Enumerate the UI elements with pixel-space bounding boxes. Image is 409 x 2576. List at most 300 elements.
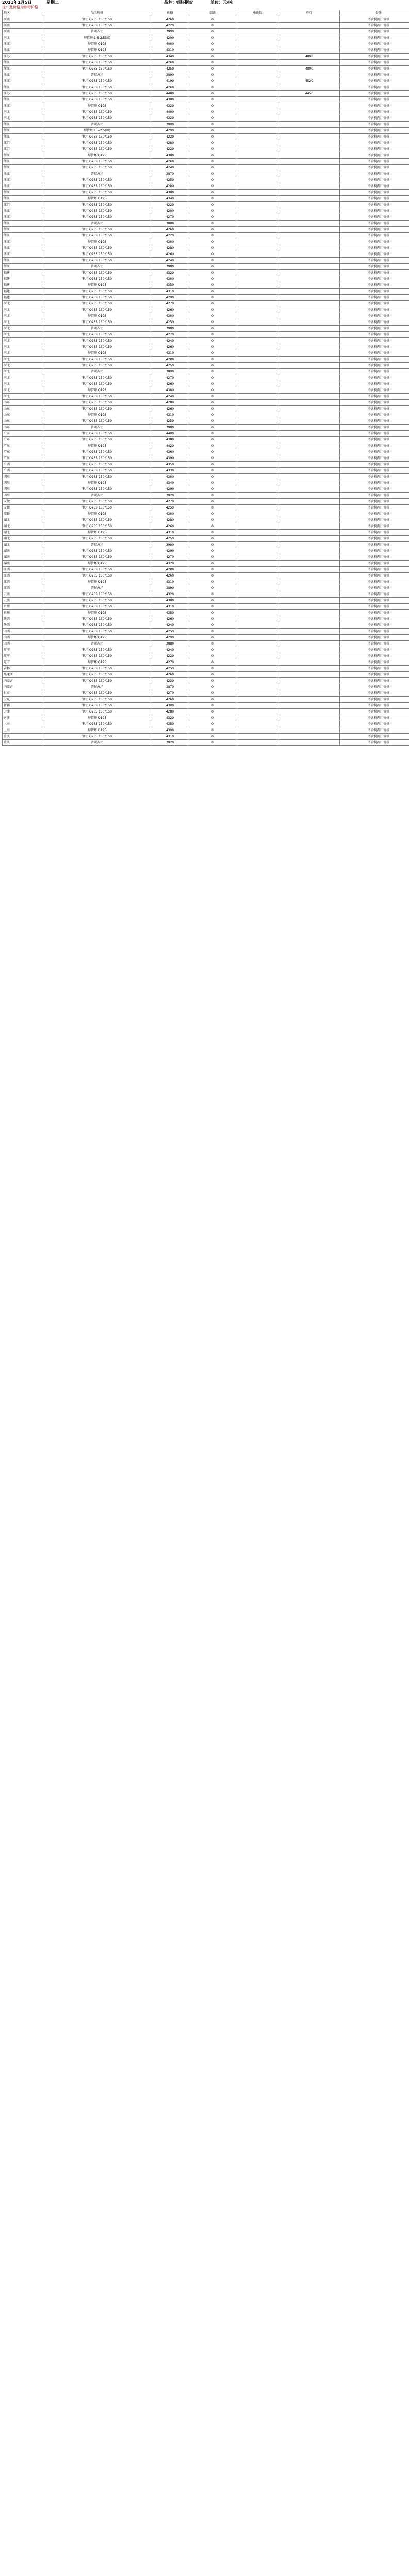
table-row (3, 326, 409, 332)
table-cell: 不含税两厂价格 (340, 505, 409, 511)
table-row (3, 585, 409, 591)
table-cell: 湖南 (3, 561, 43, 567)
table-cell: 不含税两厂价格 (340, 103, 409, 109)
table-row (3, 387, 409, 394)
column-header: 地区 (3, 10, 43, 16)
table-cell: 4330 (151, 468, 189, 474)
table-cell: 浙江 (3, 196, 43, 202)
table-cell: 4350 (151, 721, 189, 727)
table-cell: 4310 (151, 47, 189, 54)
table-cell: 不含税两厂价格 (340, 122, 409, 128)
table-cell: 不含税两厂价格 (340, 35, 409, 41)
table-cell: 0 (189, 152, 236, 159)
table-cell: 0 (189, 122, 236, 128)
table-cell (279, 437, 340, 443)
table-cell: 4280 (151, 245, 189, 251)
table-cell: 4300 (151, 152, 189, 159)
table-cell: 浙江 (3, 190, 43, 196)
table-cell: 4260 (151, 406, 189, 412)
table-cell (236, 227, 279, 233)
table-cell (236, 190, 279, 196)
table-cell (236, 727, 279, 734)
table-cell: 钢坯 Q235 150*150 (43, 486, 151, 493)
table-cell: 广东 (3, 455, 43, 462)
table-cell: 钢坯 Q235 150*150 (43, 134, 151, 140)
table-cell (279, 474, 340, 480)
table-cell: 0 (189, 72, 236, 78)
table-row (3, 344, 409, 350)
table-cell: 0 (189, 697, 236, 703)
table-cell: 不含税两厂价格 (340, 530, 409, 536)
table-cell: 钢坯 Q235 150*150 (43, 697, 151, 703)
table-cell (279, 350, 340, 357)
table-row (3, 103, 409, 109)
table-cell: 钢坯 Q235 150*150 (43, 672, 151, 678)
table-cell (279, 548, 340, 554)
table-cell: 福建 (3, 276, 43, 282)
table-row (3, 134, 409, 140)
table-cell (279, 84, 340, 91)
table-cell: 钢坯 Q235 150*150 (43, 598, 151, 604)
table-cell: 河北 (3, 319, 43, 326)
table-cell: 钢坯 Q235 150*150 (43, 16, 151, 23)
table-cell: 0 (189, 60, 236, 66)
table-cell (236, 455, 279, 462)
table-cell: 不含税两厂价格 (340, 276, 409, 282)
table-cell: 4280 (151, 357, 189, 363)
table-cell: 不含税两厂价格 (340, 115, 409, 122)
table-cell: 江西 (3, 573, 43, 579)
table-cell: 0 (189, 678, 236, 684)
table-cell: 4300 (151, 474, 189, 480)
table-row (3, 394, 409, 400)
table-cell (236, 357, 279, 363)
table-cell: 不含税两厂价格 (340, 542, 409, 548)
table-cell: 不含税两厂价格 (340, 47, 409, 54)
table-cell: 广西 (3, 462, 43, 468)
table-cell: 焊管坯 Q195 (43, 282, 151, 289)
table-cell: 不含税两厂价格 (340, 332, 409, 338)
table-cell: 钢坯 Q235 150*150 (43, 468, 151, 474)
table-cell: 不含税两厂价格 (340, 468, 409, 474)
table-cell: 4320 (151, 591, 189, 598)
table-cell: 不含税两厂价格 (340, 598, 409, 604)
table-cell: 广东 (3, 431, 43, 437)
table-cell (236, 301, 279, 307)
table-cell: 0 (189, 29, 236, 35)
table-cell (236, 332, 279, 338)
table-cell: 黑龙江 (3, 672, 43, 678)
table-cell: 浙江 (3, 134, 43, 140)
table-cell: 0 (189, 734, 236, 740)
table-cell (279, 282, 340, 289)
table-row (3, 109, 409, 115)
table-cell: 钢坯 Q235 150*150 (43, 109, 151, 115)
table-cell: 0 (189, 418, 236, 425)
table-row (3, 171, 409, 177)
table-cell: 钢坯 Q235 150*150 (43, 734, 151, 740)
table-cell (236, 109, 279, 115)
table-cell: 湖南 (3, 548, 43, 554)
table-cell: 广东 (3, 449, 43, 455)
table-cell: 浙江 (3, 245, 43, 251)
table-cell (236, 214, 279, 221)
table-cell: 0 (189, 190, 236, 196)
table-cell: 0 (189, 159, 236, 165)
table-cell: 湖南 (3, 554, 43, 561)
table-cell: 钢坯 Q235 150*150 (43, 276, 151, 282)
table-cell: 0 (189, 35, 236, 41)
table-cell (279, 641, 340, 647)
column-header: 品名规格 (43, 10, 151, 16)
table-cell (279, 332, 340, 338)
table-cell (236, 703, 279, 709)
table-cell: 不含税两厂价格 (340, 647, 409, 653)
table-row (3, 721, 409, 727)
table-cell: 4220 (151, 134, 189, 140)
table-cell: 不含税两厂价格 (340, 78, 409, 84)
table-cell: 0 (189, 727, 236, 734)
table-cell (279, 542, 340, 548)
table-row (3, 165, 409, 171)
sheet-header (0, 0, 409, 5)
table-cell: 4320 (151, 115, 189, 122)
table-cell: 钢坯 Q235 150*150 (43, 233, 151, 239)
table-row (3, 251, 409, 258)
table-cell: 3990 (151, 29, 189, 35)
table-cell: 不含税两厂价格 (340, 425, 409, 431)
table-cell (279, 585, 340, 591)
table-cell (279, 672, 340, 678)
table-cell: 4340 (151, 480, 189, 486)
table-cell: 钢坯 Q235 150*150 (43, 23, 151, 29)
table-cell: 钢坯 Q235 150*150 (43, 344, 151, 350)
table-cell: 钢坯 Q235 150*150 (43, 418, 151, 425)
table-cell: 4250 (151, 66, 189, 72)
table-cell: 0 (189, 97, 236, 103)
table-cell: 不含税两厂价格 (340, 23, 409, 29)
table-cell: 0 (189, 338, 236, 344)
table-cell: 不含税两厂价格 (340, 437, 409, 443)
table-cell: 焊管坯 Q195 (43, 103, 151, 109)
table-cell: 不含税两厂价格 (340, 227, 409, 233)
price-table (2, 10, 409, 746)
table-cell (279, 35, 340, 41)
table-row (3, 468, 409, 474)
table-cell (236, 678, 279, 684)
table-cell: 钢坯 Q235 150*150 (43, 437, 151, 443)
table-cell: 0 (189, 344, 236, 350)
table-cell (279, 140, 340, 146)
table-row (3, 332, 409, 338)
table-cell: 0 (189, 517, 236, 523)
table-cell: 0 (189, 666, 236, 672)
table-cell: 0 (189, 196, 236, 202)
table-cell: 0 (189, 721, 236, 727)
table-cell: 钢坯 Q235 150*150 (43, 66, 151, 72)
table-row (3, 697, 409, 703)
table-cell: 山东 (3, 418, 43, 425)
table-row (3, 350, 409, 357)
table-cell: 0 (189, 251, 236, 258)
table-cell: 4240 (151, 338, 189, 344)
table-cell: 不含税两厂价格 (340, 140, 409, 146)
table-cell: 不含税两厂价格 (340, 690, 409, 697)
table-cell (236, 653, 279, 659)
table-cell (236, 196, 279, 202)
table-cell: 4260 (151, 227, 189, 233)
table-cell: 不含税两厂价格 (340, 493, 409, 499)
table-cell: 不含税两厂价格 (340, 703, 409, 709)
table-cell: 4290 (151, 128, 189, 134)
table-cell: 不含税两厂价格 (340, 536, 409, 542)
table-cell: 不含税两厂价格 (340, 165, 409, 171)
table-cell: 4340 (151, 54, 189, 60)
table-cell (236, 363, 279, 369)
table-cell: 钢坯 Q235 150*150 (43, 227, 151, 233)
table-cell: 4240 (151, 394, 189, 400)
table-cell (279, 60, 340, 66)
table-cell (236, 97, 279, 103)
table-cell: 钢坯 Q235 150*150 (43, 245, 151, 251)
column-header: 涨跌幅 (236, 10, 279, 16)
table-row (3, 727, 409, 734)
table-row (3, 641, 409, 647)
table-cell (279, 468, 340, 474)
table-cell: 不含税两厂价格 (340, 561, 409, 567)
table-cell: 不含税两厂价格 (340, 357, 409, 363)
table-cell (236, 258, 279, 264)
table-cell: 普碳方坯 (43, 585, 151, 591)
table-cell: 0 (189, 16, 236, 23)
table-cell (279, 455, 340, 462)
table-row (3, 400, 409, 406)
table-cell: 浙江 (3, 227, 43, 233)
table-cell (279, 734, 340, 740)
table-cell: 0 (189, 202, 236, 208)
table-cell: 不含税两厂价格 (340, 591, 409, 598)
table-cell: 3900 (151, 264, 189, 270)
table-row (3, 128, 409, 134)
table-cell: 钢坯 Q235 150*150 (43, 177, 151, 183)
table-cell: 不含税两厂价格 (340, 295, 409, 301)
table-cell: 普碳方坯 (43, 684, 151, 690)
table-cell: 4800 (279, 66, 340, 72)
table-cell: 不含税两厂价格 (340, 134, 409, 140)
table-cell: 4280 (151, 183, 189, 190)
table-cell: 钢坯 Q235 150*150 (43, 251, 151, 258)
table-cell: 河北 (3, 394, 43, 400)
table-cell: 0 (189, 357, 236, 363)
table-cell (236, 78, 279, 84)
table-cell (236, 425, 279, 431)
table-cell (236, 684, 279, 690)
table-cell: 0 (189, 431, 236, 437)
table-cell (279, 16, 340, 23)
table-cell: 4240 (151, 165, 189, 171)
table-cell: 钢坯 Q235 150*150 (43, 548, 151, 554)
table-cell: 0 (189, 709, 236, 715)
table-cell: 江苏 (3, 202, 43, 208)
table-cell: 4320 (151, 561, 189, 567)
table-cell (279, 171, 340, 177)
table-cell: 浙江 (3, 41, 43, 47)
table-cell (279, 313, 340, 319)
table-cell: 0 (189, 78, 236, 84)
table-cell: 4250 (151, 536, 189, 542)
table-cell (236, 406, 279, 412)
table-cell: 不含税两厂价格 (340, 72, 409, 78)
table-cell: 4300 (151, 511, 189, 517)
table-cell: 钢坯 Q235 150*150 (43, 616, 151, 622)
table-cell: 不含税两厂价格 (340, 455, 409, 462)
table-row (3, 406, 409, 412)
table-cell: 湖北 (3, 530, 43, 536)
table-cell: 钢坯 Q235 150*150 (43, 91, 151, 97)
table-cell: 不含税两厂价格 (340, 641, 409, 647)
table-cell (236, 505, 279, 511)
table-row (3, 66, 409, 72)
table-cell: 山西 (3, 641, 43, 647)
table-cell: 0 (189, 115, 236, 122)
table-cell: 不含税两厂价格 (340, 301, 409, 307)
table-cell: 4310 (151, 734, 189, 740)
table-cell: 不含税两厂价格 (340, 394, 409, 400)
table-cell: 重庆 (3, 740, 43, 746)
table-row (3, 122, 409, 128)
table-cell: 钢坯 Q235 150*150 (43, 455, 151, 462)
table-cell: 钢坯 Q235 150*150 (43, 709, 151, 715)
table-row (3, 47, 409, 54)
table-cell: 浙江 (3, 72, 43, 78)
table-cell: 0 (189, 579, 236, 585)
table-row (3, 202, 409, 208)
table-cell: 焊管坯 Q195 (43, 715, 151, 721)
table-cell (236, 72, 279, 78)
table-row (3, 511, 409, 517)
table-cell: 4310 (151, 412, 189, 418)
table-cell (236, 295, 279, 301)
table-cell: 4290 (151, 295, 189, 301)
table-cell: 3890 (151, 369, 189, 375)
table-cell: 不含税两厂价格 (340, 406, 409, 412)
table-row (3, 239, 409, 245)
table-cell (279, 666, 340, 672)
table-cell (279, 653, 340, 659)
table-cell: 不含税两厂价格 (340, 245, 409, 251)
table-cell: 4250 (151, 505, 189, 511)
table-row (3, 431, 409, 437)
table-cell: 0 (189, 425, 236, 431)
table-cell: 0 (189, 326, 236, 332)
table-cell: 不含税两厂价格 (340, 635, 409, 641)
table-cell (279, 289, 340, 295)
table-cell (279, 418, 340, 425)
table-cell: 0 (189, 635, 236, 641)
table-cell (279, 703, 340, 709)
table-cell: 江苏 (3, 146, 43, 152)
table-cell: 河北 (3, 363, 43, 369)
table-cell: 0 (189, 289, 236, 295)
table-cell: 4000 (151, 41, 189, 47)
table-row (3, 690, 409, 697)
table-cell: 不含税两厂价格 (340, 734, 409, 740)
table-cell: 4450 (279, 91, 340, 97)
table-cell: 钢坯 Q235 150*150 (43, 190, 151, 196)
table-cell: 4290 (151, 35, 189, 41)
table-cell: 不含税两厂价格 (340, 307, 409, 313)
table-cell: 不含税两厂价格 (340, 480, 409, 486)
table-cell: 不含税两厂价格 (340, 264, 409, 270)
table-cell: 不含税两厂价格 (340, 313, 409, 319)
table-cell: 0 (189, 462, 236, 468)
table-cell (279, 214, 340, 221)
table-cell: 0 (189, 270, 236, 276)
table-cell (279, 344, 340, 350)
table-cell: 浙江 (3, 183, 43, 190)
table-cell: 福建 (3, 295, 43, 301)
table-cell (236, 251, 279, 258)
table-row (3, 41, 409, 47)
table-cell: 4290 (151, 635, 189, 641)
table-cell: 浙江 (3, 177, 43, 183)
table-cell: 不含税两厂价格 (340, 610, 409, 616)
table-cell (279, 604, 340, 610)
table-cell: 4240 (151, 622, 189, 629)
table-cell: 钢坯 Q235 150*150 (43, 357, 151, 363)
table-cell: 天津 (3, 709, 43, 715)
table-cell (279, 647, 340, 653)
table-cell (279, 406, 340, 412)
table-cell: 不含税两厂价格 (340, 653, 409, 659)
table-cell: 钢坯 Q235 150*150 (43, 536, 151, 542)
table-cell: 0 (189, 295, 236, 301)
table-cell (279, 357, 340, 363)
table-cell: 不含税两厂价格 (340, 66, 409, 72)
table-cell: 0 (189, 350, 236, 357)
table-row (3, 72, 409, 78)
table-cell: 0 (189, 511, 236, 517)
table-cell: 广东 (3, 437, 43, 443)
table-row (3, 258, 409, 264)
table-cell: 0 (189, 319, 236, 326)
table-cell: 4380 (151, 437, 189, 443)
table-cell: 0 (189, 233, 236, 239)
table-cell (236, 585, 279, 591)
table-row (3, 486, 409, 493)
table-cell: 钢坯 Q235 150*150 (43, 629, 151, 635)
table-cell: 0 (189, 493, 236, 499)
table-cell (236, 282, 279, 289)
table-row (3, 270, 409, 276)
table-cell: 4250 (151, 319, 189, 326)
table-cell: 浙江 (3, 208, 43, 214)
table-cell (279, 122, 340, 128)
table-cell: 不含税两厂价格 (340, 214, 409, 221)
table-row (3, 629, 409, 635)
table-cell: 焊管坯 Q195 (43, 239, 151, 245)
table-cell (236, 208, 279, 214)
table-cell: 河北 (3, 115, 43, 122)
table-cell (236, 659, 279, 666)
table-cell: 普碳方坯 (43, 425, 151, 431)
table-cell: 4270 (151, 214, 189, 221)
table-cell: 4260 (151, 307, 189, 313)
table-cell (236, 616, 279, 622)
header-date: 2021年1月5日 (2, 0, 32, 5)
table-cell: 不含税两厂价格 (340, 517, 409, 523)
table-cell: 不含税两厂价格 (340, 128, 409, 134)
